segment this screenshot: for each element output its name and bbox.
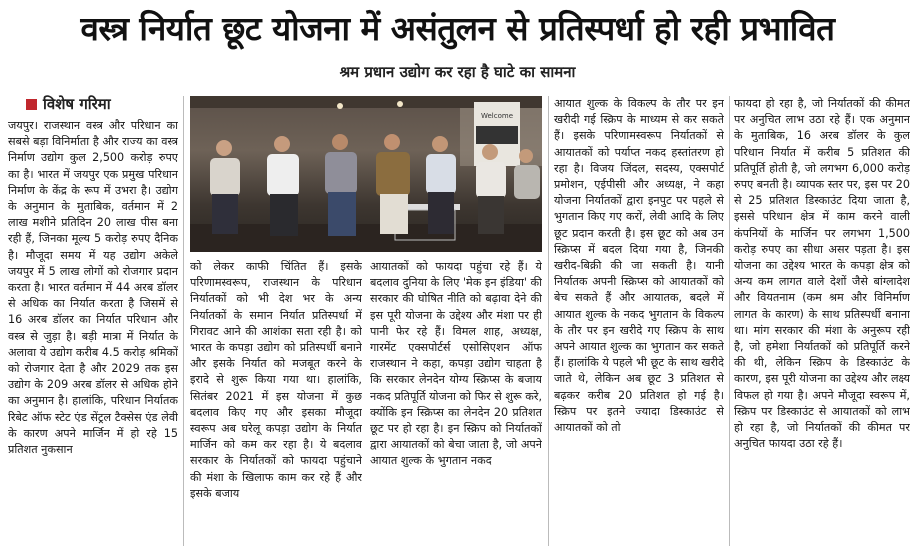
column-divider [548, 96, 549, 546]
byline-marker-icon [26, 99, 37, 110]
banner-text: Welcome [480, 112, 514, 120]
column-divider [183, 96, 184, 546]
news-photo [190, 96, 542, 252]
panel-discussion-photo [190, 96, 542, 252]
byline-name: विशेष गरिमा [43, 95, 111, 113]
subheadline: श्रम प्रधान उद्योग कर रहा है घाटे का सामना [339, 63, 576, 81]
byline [26, 94, 111, 114]
headline: वस्त्र निर्यात छूट योजना में असंतुलन से प्रतिस्पर्धा हो रही प्रभावित [80, 9, 835, 48]
article-column-3: आयातकों को फायदा पहुंचा रहे हैं। ये बदलाव दुनिया के लिए 'मेक इन इंडिया' की सरकार की घोषित नीति को बढ़ावा देने की इस पूरी योजना के उद्देश्य और मंशा पर ही पानी फेर रहे हैं। विमल शाह, अध्यक्ष, गारमेंट एक्सपोर्टर्स एसोसिएशन ऑफ राजस्थान ने कहा, कपड़ा उद्योग चाहता है कि सरकार लेनदेन योग्य स्क्रिप्स के बजाय नकद प्रतिपूर्ति योजना को फिर से शुरू करे, क्योंकि इन स्क्रिप्स का लेनदेन 20 प्रतिशत छूट पर हो रहा है। इन स्क्रिप को निर्यातकों द्वारा आयातकों को बेचा जाता है, जो अपने आयात शुल्क के भुगतान नकद [370, 260, 542, 468]
article-column-5: फायदा हो रहा है, जो निर्यातकों की कीमत पर अनुचित लाभ उठा रहे हैं। एक अनुमान के मुताबिक, 16 अरब डॉलर के कुल परिधान निर्यात में करीब 5 प्रतिशत की प्रतिपूर्ति होती है, जो लगभग 6,000 करोड़ रुपए बनती है। व्यापक स्तर पर, इस पर 20 से 25 प्रतिशत डिस्काउंट दिया जाता है, इससे परिधान क्षेत्र में काम करने वाली कंपनियों के मार्जिन पर लगभग 1,500 करोड़ रुपए का सीधा असर पड़ता है। इस योजना का उद्देश्य भारत के कपड़ा क्षेत्र को अन्य कम लागत वाले देशों जैसे बांग्लादेश और वियतनाम (कम श्रम और विनिर्माण लागत के कारण) के साथ प्रतिस्पर्धी बनाना था। मांग सरकार की मंशा के अनुरूप रही है, जो हमेशा निर्यातकों को प्रतिपूर्ति करने की थी, लेकिन स्क्रिप के डिस्काउंट के कारण, इस पूरी योजना का उद्देश्य और लक्ष्य विफल हो गया है। अपने मौजूदा स्वरूप में, स्क्रिप पर डिस्काउंट से आयातकों को लाभ हो रहा है, जो निर्यातकों की कीमत पर अनुचित फायदा उठा रहे हैं। [734, 97, 910, 451]
article-column-1: जयपुर। राजस्थान वस्त्र और परिधान का सबसे बड़ा विनिर्माता है और राज्य का वस्त्र निर्माण उद्योग कुल 2,500 करोड़ रुपए का है। भारत में जयपुर एक प्रमुख परिधान निर्माण के केंद्र के रूप में उभरा है। उद्योग के अनुमान के मुताबिक, वर्तमान में 2 लाख मशीने प्रतिदिन 20 लाख पीस बना रही हैं, जिनका मूल्य 5 करोड़ रुपए दैनिक है। मौजूदा समय में यह उद्योग अकेले जयपुर में 5 लाख लोगों को रोजगार प्रदान करता है। भारत वर्तमान में 44 अरब डॉलर से अधिक का निर्यात करता है जिसमें से 16 अरब डॉलर का निर्यात परिधान और वस्त्र से जुड़ा है। बड़ी मात्रा में निर्यात के अलावा ये उद्योग करीब 4.5 करोड़ श्रमिकों को रोजगार देता है और 2029 तक इस उद्योग के 209 अरब डॉलर से अधिक होने का अनुमान है। हालांकि, परिधान निर्यातक रिबेट ऑफ स्टेट एंड सेंट्रल टैक्सेस एंड लेवी के कारण अपने मार्जिन में हो रहे 15 प्रतिशत नुकसान [8, 119, 178, 457]
column-divider [729, 96, 730, 546]
article-column-4: आयात शुल्क के विकल्प के तौर पर इन खरीदी गई स्क्रिप के माध्यम से कर सकते हैं। इसके परिणामस्वरूप निर्यातकों से आयातकों को पर्याप्त नकद हस्तांतरण हो रहा है। विजय जिंदल, सदस्य, एक्सपोर्ट प्रमोशन, एईपीसी और अध्यक्ष, ने कहा योजना निर्यातकों द्वारा इनपुट पर पहले से भुगतान किए गए करों, लेवी आदि के लिए छूट प्रदान करती है। इस छूट को अब उन स्क्रिप्स में बदल दिया गया है, जिनकी खरीद-बिक्री की जा सकती है। यानी निर्यातक अपनी स्क्रिप्स को आयातकों को बेच सकते हैं और आयातक, बदले में आयात शुल्क के नकद भुगतान के विकल्प के तौर पर इन खरीदे गए स्क्रिप के साथ अपने आयात शुल्क का भुगतान कर सकते हैं। हालांकि ये पहले भी छूट के साथ खरीदे जाते थे, लेकिन अब छूट 3 प्रतिशत से बढ़कर करीब 20 प्रतिशत हो गई है। स्क्रिप पर इतने ज्यादा डिस्काउंट से आयातकों को तो [554, 97, 724, 435]
article-column-2: को लेकर काफी चिंतित हैं। इसके परिणामस्वरूप, राजस्थान के परिधान निर्यातकों को भी देश भर के अन्य निर्यातकों के समान निर्यात प्रतिस्पर्धा में गिरावट आने की आशंका सता रही है। को भारत के कपड़ा उद्योग को प्रतिस्पर्धी बनाने और इसके निर्यात को मजबूत करने के इरादे से शुरू किया गया था। हालांकि, सितंबर 2021 में इस योजना में कुछ बदलाव किए गए और इसका मौजूदा स्वरूप अब घरेलू कपड़ा उद्योग के निर्यात मार्जिन को कम कर रहा है। ये बदलाव सरकार के निर्यातकों को फायदा पहुंचाने की मंशा के खिलाफ काम कर रहे हैं और इसके बजाय [190, 260, 362, 500]
